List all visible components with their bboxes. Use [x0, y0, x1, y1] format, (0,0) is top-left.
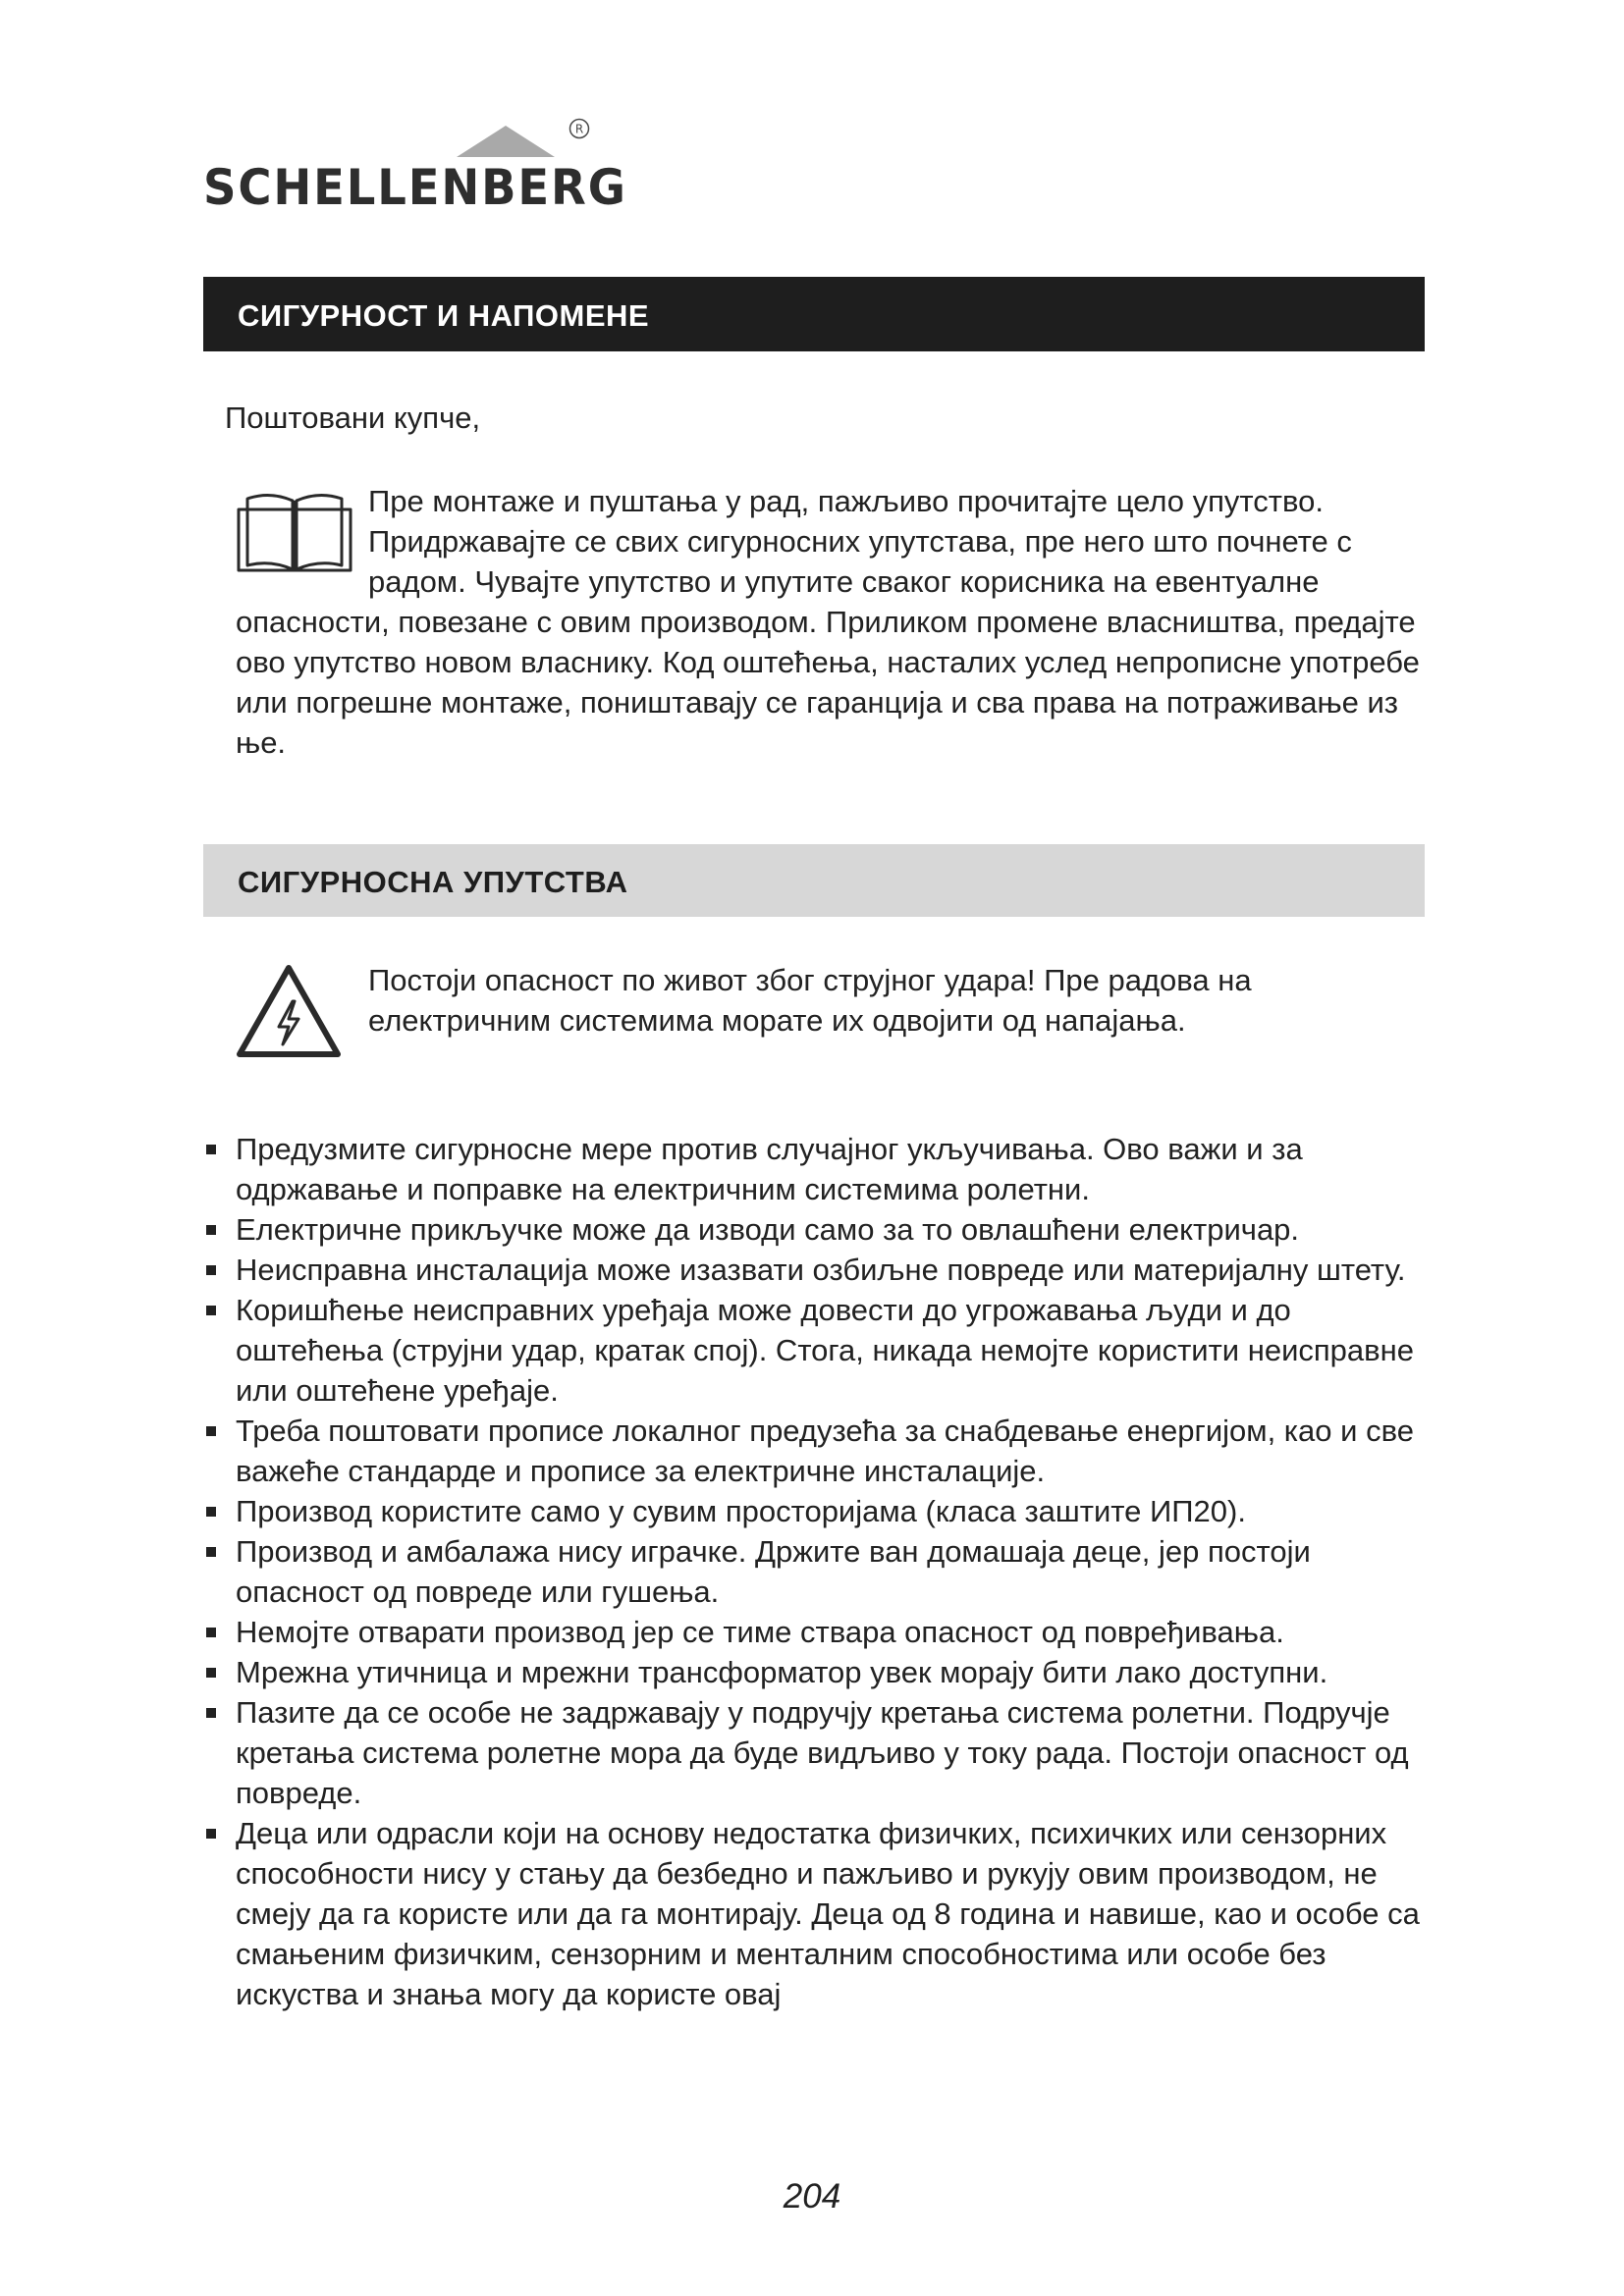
bullet-item: Предузмите сигурносне мере против случајног укључивања. Ово важи и за одржавање и поправке на електричним системима ролетни.: [203, 1129, 1445, 1209]
safety-bullet-list: [203, 1129, 1445, 2014]
brand-wordmark: SCHELLENBERG: [203, 159, 627, 216]
section-header-safety: СИГУРНОСТ И НАПОМЕНЕ: [203, 277, 1425, 351]
bullet-item: Неисправна инсталација може изазвати озбиљне повреде или материјалну штету.: [203, 1250, 1445, 1290]
bullet-item: Мрежна утичница и мрежни трансформатор увек морају бити лако доступни.: [203, 1652, 1445, 1692]
bullet-item: Деца или одрасли који на основу недостатка физичких, психичких или сензорних способности нису у стању да безбедно и пажљиво и рукују овим производом, не смеју да га користе или да га монтирају. Деца од 8 година и навише, као и особе са смањеним физичким, сензорним и менталним способностима или особе без искуства и знања могу да користе овај: [203, 1813, 1445, 2014]
warning-block: [234, 960, 1422, 1068]
bullet-item: Производ користите само у сувим просторијама (класа заштите ИП20).: [203, 1491, 1445, 1531]
book-icon: [236, 487, 353, 577]
bullet-item: Коришћење неисправних уређаја може довести до угрожавања људи и до оштећења (струјни удар, кратак спој). Стога, никада немојте користити неисправне или оштећене уређаје.: [203, 1290, 1445, 1411]
warning-text: Постоји опасност по живот због струјног удара! Пре радова на електричним системима морате их одвојити од напајања.: [368, 963, 1252, 1038]
electric-hazard-icon: [234, 962, 344, 1062]
roof-logo-mark: [457, 126, 555, 157]
page-number: 204: [783, 2177, 841, 2216]
intro-text: Пре монтаже и пуштања у рад, пажљиво прочитајте цело упутство. Придржавајте се свих сигурносних упутстава, пре него што почнете с радом. Чувајте упутство и упутите сваког корисника на евентуалне опасности, повезане с овим производом. Приликом промене власништва, предајте ово упутство новом власнику. Код оштећења, насталих услед непрописне употребе или погрешне монтаже, поништавају се гаранција и сва права на потраживање из ње.: [236, 484, 1420, 760]
brand-logo: [203, 118, 627, 236]
bullet-item: Електричне прикључке може да изводи само за то овлашћени електричар.: [203, 1209, 1445, 1250]
greeting: Поштовани купче,: [225, 400, 481, 435]
bullet-item: Производ и амбалажа нису играчке. Држите ван домашаја деце, јер постоји опасност од повреде или гушења.: [203, 1531, 1445, 1612]
bullet-item: Немојте отварати производ јер се тиме ствара опасност од повређивања.: [203, 1612, 1445, 1652]
registered-mark-icon: [568, 118, 590, 139]
bullet-item: Треба поштовати прописе локалног предузећа за снабдевање енергијом, као и све важеће стандарде и прописе за електричне инсталације.: [203, 1411, 1445, 1491]
svg-text:R: R: [574, 122, 584, 136]
intro-paragraph: [236, 481, 1424, 763]
bullet-item: Пазите да се особе не задржавају у подручју кретања система ролетни. Подручје кретања система ролетне мора да буде видљиво у току рада. Постоји опасност од повреде.: [203, 1692, 1445, 1813]
section-header-instructions: СИГУРНОСНА УПУТСТВА: [203, 844, 1425, 917]
